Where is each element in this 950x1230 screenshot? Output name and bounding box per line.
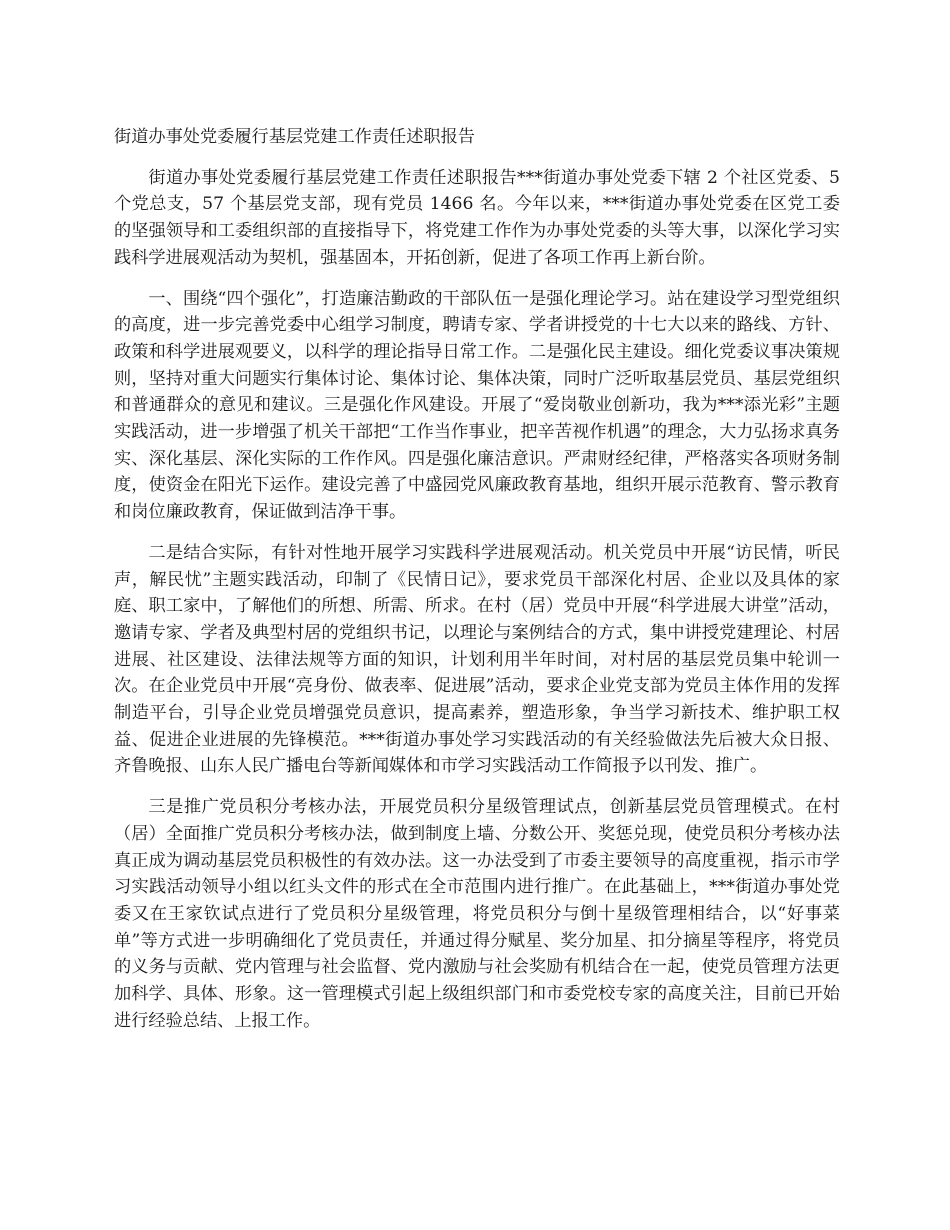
paragraph-section-three: 三是推广党员积分考核办法，开展党员积分星级管理试点，创新基层党员管理模式。在村（居）全面推广党员积分考核办法，做到制度上墙、分数公开、奖惩兑现，使党员积分考核办法真正成为调动基层党员积极性的有效办法。这一办法受到了市委主要领导的高度重视，指示市学习实践活动领导小组以红头文件的形式在全市范围内进行推广。在此基础上，***街道办事处党委又在王家钦试点进行了党员积分星级管理，将党员积分与倒十星级管理相结合，以“好事菜单”等方式进一步明确细化了党员责任，并通过得分赋星、奖分加星、扣分摘星等程序，将党员的义务与贡献、党内管理与社会监督、党内激励与社会奖励有机结合在一起，使党员管理方法更加科学、具体、形象。这一管理模式引起上级组织部门和市委党校专家的高度关注，目前已开始进行经验总结、上报工作。 [114,797,840,1031]
paragraph-section-one: 一、围绕“四个强化”，打造廉洁勤政的干部队伍一是强化理论学习。站在建设学习型党组织的高度，进一步完善党委中心组学习制度，聘请专家、学者讲授党的十七大以来的路线、方针、政策和科学进展观要义，以科学的理论指导日常工作。二是强化民主建设。细化党委议事决策规则，坚持对重大问题实行集体讨论、集体讨论、集体决策，同时广泛听取基层党员、基层党组织和普通群众的意见和建议。三是强化作风建设。开展了“爱岗敬业创新功，我为***添光彩”主题实践活动，进一步增强了机关干部把“工作当作事业，把辛苦视作机遇”的理念，大力弘扬求真务实、深化基层、深化实际的工作作风。四是强化廉洁意识。严肃财经纪律，严格落实各项财务制度，使资金在阳光下运作。建设完善了中盛园党风廉政教育基地，组织开展示范教育、警示教育和岗位廉政教育，保证做到洁净干事。 [114,288,840,523]
document-title: 街道办事处党委履行基层党建工作责任述职报告 [114,127,475,147]
document-page [114,124,840,1049]
paragraph-section-two: 二是结合实际，有针对性地开展学习实践科学进展观活动。机关党员中开展“访民情，听民声，解民忧”主题实践活动，印制了《民情日记》，要求党员干部深化村居、企业以及具体的家庭、职工家中，了解他们的所想、所需、所求。在村（居）党员中开展“科学进展大讲堂”活动，邀请专家、学者及典型村居的党组织书记，以理论与案例结合的方式，集中讲授党建理论、村居进展、社区建设、法律法规等方面的知识，计划利用半年时间，对村居的基层党员集中轮训一次。在企业党员中开展“亮身份、做表率、促进展”活动，要求企业党支部为党员主体作用的发挥制造平台，引导企业党员增强党员意识，提高素养，塑造形象，争当学习新技术、维护职工权益、促进企业进展的先锋模范。***街道办事处学习实践活动的有关经验做法先后被大众日报、齐鲁晚报、山东人民广播电台等新闻媒体和市学习实践活动工作简报予以刊发、推广。 [114,542,840,777]
paragraph-intro: 街道办事处党委履行基层党建工作责任述职报告***街道办事处党委下辖 2 个社区党委、5 个党总支，57 个基层党支部，现有党员 1466 名。今年以来，***街道办事处党委在区党工委的坚强领导和工委组织部的直接指导下，将党建工作作为办事处党委的头等大事，以深化学习实践科学进展观活动为契机，强基固本，开拓创新，促进了各项工作再上新台阶。 [114,167,840,268]
